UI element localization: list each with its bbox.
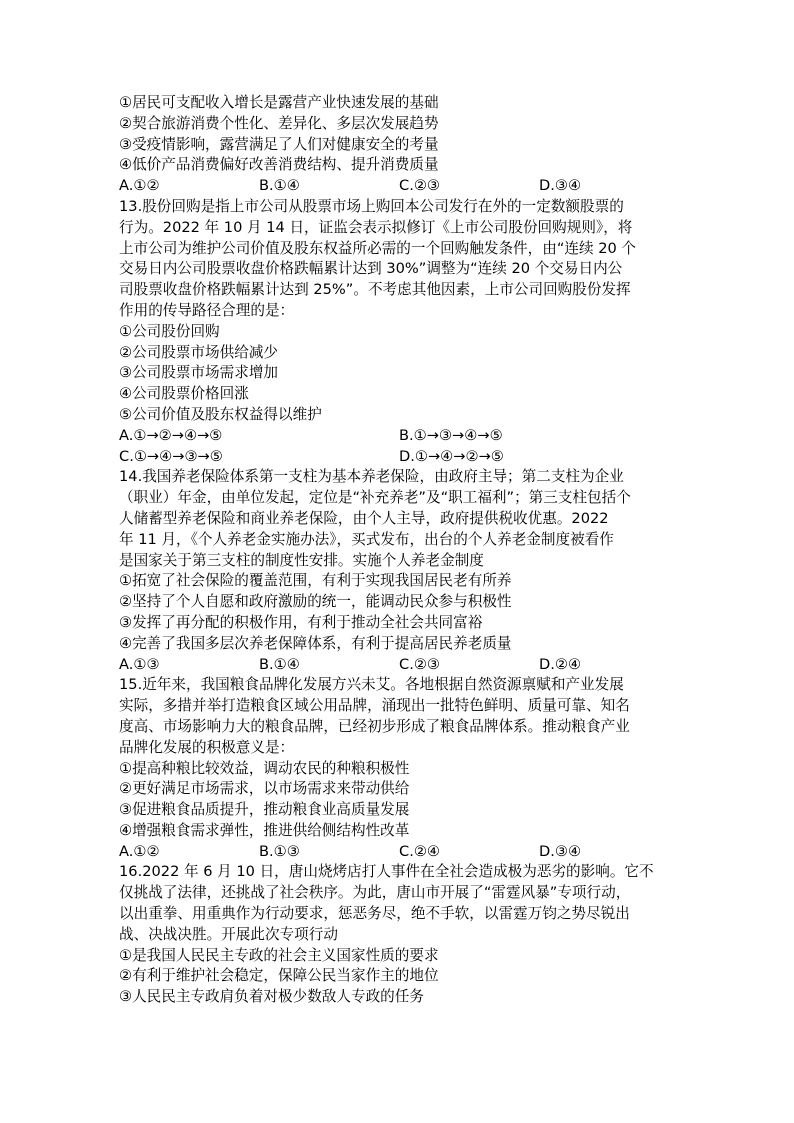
answer-item: ②坚持了个人自愿和政府激励的统一，能调动民众参与积极性	[119, 593, 512, 611]
choice-c: C.②④	[399, 842, 440, 860]
choice-options	[119, 842, 679, 863]
question-stem-line: 以出重拳、用重典作为行动要求，惩恶务尽，绝不手软，以雷霆万钧之势尽锐出	[119, 905, 630, 923]
question-stem-line: 13.股份回购是指上市公司从股票市场上购回本公司发行在外的一定数额股票的	[119, 197, 624, 215]
answer-item: ②有利于维护社会稳定，保障公民当家作主的地位	[119, 967, 439, 985]
answer-item: ③受疫情影响，露营满足了人们对健康安全的考量	[119, 135, 439, 153]
question-stem-line: 14.我国养老保险体系第一支柱为基本养老保险，由政府主导；第二支柱为企业	[119, 468, 624, 486]
exam-page	[119, 93, 679, 1008]
choice-a: A.①②	[119, 177, 160, 195]
choice-a: A.①③	[119, 655, 160, 673]
answer-item: ④增强粮食需求弹性，推进供给侧结构性改革	[119, 821, 410, 839]
choice-b: B.①③	[259, 842, 300, 860]
choice-b: B.①④	[259, 177, 300, 195]
answer-item: ①公司股份回购	[119, 322, 220, 340]
choice-options	[119, 655, 679, 676]
question-stem-line: 实际，多措并举打造粮食区域公用品牌，涌现出一批特色鲜明、质量可靠、知名	[119, 697, 630, 715]
answer-item: ④公司股票价格回涨	[119, 385, 249, 403]
question-stem-line: 司股票收盘价格跌幅累计达到 25%”。不考虑其他因素，上市公司回购股份发挥	[119, 281, 631, 299]
answer-item: ③人民民主专政肩负着对极少数敌人专政的任务	[119, 988, 424, 1006]
choice-options	[119, 176, 679, 197]
question-stem-line: 年 11 月，《个人养老金实施办法》，买式发布，出台的个人养老金制度被看作	[119, 530, 614, 548]
question-stem-line: 上市公司为维护公司价值及股东权益所必需的一个回购触发条件，由“连续 20 个	[119, 239, 637, 257]
question-stem-line: 战、决战决胜。开展此次专项行动	[119, 925, 338, 943]
answer-item: ①拓宽了社会保险的覆盖范围，有利于实现我国居民老有所养	[119, 572, 512, 590]
question-stem-line: 是国家关于第三支柱的制度性安排。实施个人养老金制度	[119, 551, 484, 569]
choice-d: D.②④	[539, 655, 582, 673]
choice-a: A.①②	[119, 842, 160, 860]
question-stem-line: 行为。2022 年 10 月 14 日，证监会表示拟修订《上市公司股份回购规则》，将	[119, 218, 633, 236]
question-stem-line: 15.近年来，我国粮食品牌化发展方兴未艾。各地根据自然资源禀赋和产业发展	[119, 676, 624, 694]
choice-options-row-1	[119, 426, 679, 447]
question-16	[119, 862, 679, 1008]
question-13	[119, 197, 679, 467]
question-12-tail	[119, 93, 679, 197]
question-15	[119, 675, 679, 862]
answer-item: ③公司股票市场需求增加	[119, 364, 279, 382]
question-stem-line: 度高、市场影响力大的粮食品牌，已经初步形成了粮食品牌体系。推动粮食产业	[119, 717, 630, 735]
choice-c: C.②③	[399, 655, 440, 673]
answer-item: ②公司股票市场供给减少	[119, 343, 279, 361]
choice-d: D.③④	[539, 842, 582, 860]
answer-item: ①提高种粮比较效益，调动农民的种粮积极性	[119, 759, 410, 777]
answer-item: ④低价产品消费偏好改善消费结构、提升消费质量	[119, 156, 439, 174]
choice-options-row-2	[119, 447, 679, 468]
answer-item: ④完善了我国多层次养老保障体系，有利于提高居民养老质量	[119, 634, 512, 652]
choice-d: D.①→④→②→⑤	[399, 447, 504, 465]
answer-item: ②更好满足市场需求，以市场需求来带动供给	[119, 780, 410, 798]
choice-c: C.①→④→③→⑤	[119, 447, 223, 465]
question-stem-line: 人储蓄型养老保险和商业养老保险，由个人主导，政府提供税收优惠。2022	[119, 509, 609, 527]
question-14	[119, 467, 679, 675]
answer-item: ③促进粮食品质提升，推动粮食业高质量发展	[119, 801, 410, 819]
question-stem-line: 16.2022 年 6 月 10 日，唐山烧烤店打人事件在全社会造成极为恶劣的影响。它不	[119, 863, 654, 881]
choice-b: B.①→③→④→⑤	[399, 426, 503, 444]
question-stem-line: 作用的传导路径合理的是：	[119, 301, 295, 319]
question-stem-line: 品牌化发展的积极意义是：	[119, 738, 295, 756]
answer-item: ③发挥了再分配的积极作用，有利于推动全社会共同富裕	[119, 613, 483, 631]
answer-item: ①是我国人民民主专政的社会主义国家性质的要求	[119, 946, 439, 964]
question-stem-line: （职业）年金，由单位发起，定位是“补充养老”及“职工福利”；第三支柱包括个	[119, 489, 631, 507]
answer-item: ⑤公司价值及股东权益得以维护	[119, 405, 322, 423]
answer-item: ①居民可支配收入增长是露营产业快速发展的基础	[119, 94, 439, 111]
choice-b: B.①④	[259, 655, 300, 673]
choice-d: D.③④	[539, 177, 582, 195]
choice-c: C.②③	[399, 177, 440, 195]
answer-item: ②契合旅游消费个性化、差异化、多层次发展趋势	[119, 114, 439, 132]
question-stem-line: 仅挑战了法律，还挑战了社会秩序。为此，唐山市开展了“雷霆风暴”专项行动，	[119, 884, 631, 902]
question-stem-line: 交易日内公司股票收盘价格跌幅累计达到 30%”调整为“连续 20 个交易日内公	[119, 260, 623, 278]
choice-a: A.①→②→④→⑤	[119, 426, 223, 444]
